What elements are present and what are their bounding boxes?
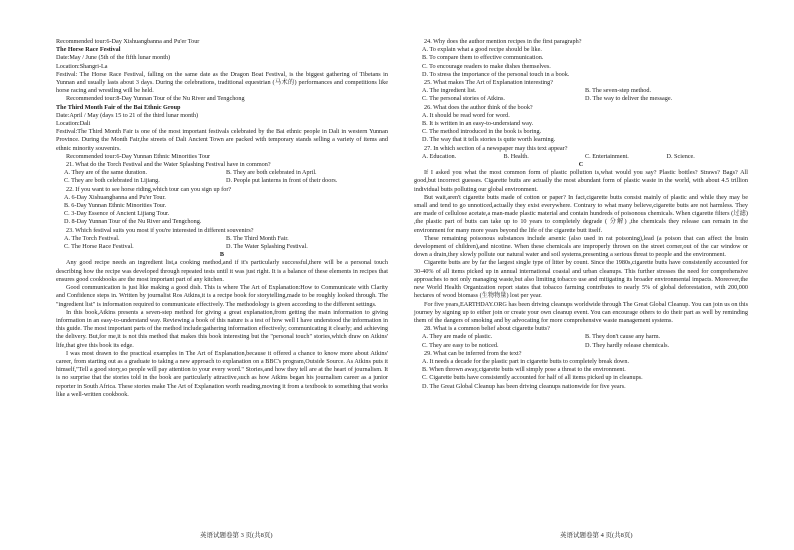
question-stem: 21. What do the Torch Festival and the Water Splashing Festival have in common?	[66, 161, 271, 169]
options-row	[414, 87, 748, 95]
options-row	[414, 333, 748, 341]
recommended-tour: Recommended tour:6-Day Xishuangbanna and Pu'er Tour	[56, 38, 200, 45]
option-a: A. 6-Day Xishuangbanna and Pu'er Tour.	[64, 193, 166, 201]
option-d: D. Science.	[666, 152, 695, 160]
option-a: A. They are made of plastic.	[422, 333, 493, 341]
option-b: B. When thrown away,cigarette butts will simply pose a threat to the environment.	[422, 366, 626, 374]
passage-paragraph: I was most drawn to the practical examples in The Art of Explanation,because it offered a chance to know more about Atkins' career, from starting out as a graduate to taking a new approach to explanation on a BBC's program,Outside Source. As Atkins puts it himself,"Tell a good story,so people will pay attention to your every word." Stories,and how they tell are at the heart of journalism. It is no surprise that the stories told in the book are particularly attractive,such as how Atkins began his journalism career as a junior reporter in South Africa. These stories make The Art of Explanation worth reading,moving it from a textbook to something that works like a well-written cookbook.	[56, 349, 388, 398]
option-c: C. They are both celebrated in Lijiang.	[64, 177, 160, 185]
page-footer-right: 英语试题卷第 4 页(共8页)	[560, 532, 633, 539]
options-row	[56, 169, 388, 177]
question-stem: 24. Why does the author mention recipes in the first paragraph?	[424, 38, 582, 45]
option-b: B. Health.	[503, 152, 529, 160]
option-b: B. The Third Month Fair.	[226, 234, 289, 242]
option-b: B. The seven-step method.	[585, 87, 652, 95]
option-b: B. 6-Day Yunnan Ethnic Minorities Tour.	[64, 202, 167, 210]
festival-title: The Third Month Fair of the Bai Ethnic Group	[56, 103, 181, 111]
option-c: C. Cigarette butts have consistently accounted for half of all items picked up in cleanups.	[422, 374, 643, 382]
option-b: B. They don't cause any harm.	[585, 333, 661, 341]
festival-body: Festival:The Third Month Fair is one of the most important festivals celebrated by the Bai ethnic people in Dali in western Yunnan Province. During the Month Fair,the streets of Dali Ancient Town are packed with temporary stands selling a variety of items and ethnic minority souvenirs.	[56, 128, 388, 152]
option-b: B. It is written in an easy-to-understand way.	[422, 120, 534, 128]
question-stem: 22. If you want to see horse riding,which tour can you sign up for?	[66, 185, 232, 193]
passage-paragraph: Any good recipe needs an ingredient list,a cooking method,and if it's particularly successful,there will be a personal touch describing how the recipe was developed through repeated tests until it was just right. It is a balance of these elements in recipes that ensures good cookbooks are the most important part of any kitchen.	[56, 259, 388, 283]
option-a: A. They are of the same duration.	[64, 169, 148, 177]
option-d: D. To stress the importance of the personal touch in a book.	[422, 70, 570, 78]
section-heading: C	[578, 161, 584, 169]
festival-date: Date:April / May (days 15 to 21 of the third lunar month)	[56, 111, 199, 119]
option-b: B. They are both celebrated in April.	[226, 169, 317, 177]
options-row	[414, 95, 748, 103]
question-stem: 23. Which festival suits you most if you're interested in different souvenirs?	[66, 226, 254, 234]
option-a: A. The Torch Festival.	[64, 234, 120, 242]
option-a: A. To explain what a good recipe should be like.	[422, 46, 542, 54]
option-a: A. It needs a decade for the plastic part in cigarette butts to completely break down.	[422, 357, 630, 365]
options-row	[56, 243, 388, 251]
option-a: A. Education.	[422, 152, 457, 160]
option-d: D. The way that it tells stories is quite worth learning.	[422, 136, 556, 144]
option-d: D. The Water Splashing Festival.	[226, 243, 308, 251]
options-row	[414, 342, 748, 350]
passage-paragraph: Good communication is just like making a good dish. This is where The Art of Explanation:How to Communicate with Clarity and Confidence steps in. Written by journalist Ros Atkins,it is a recipe book for storytelling,made to be roughly looked through. The "ingredient list" is information required to communicate effectively. The methodology is given according to the different settings.	[56, 284, 388, 308]
question-stem: 28. What is a common belief about cigarette butts?	[424, 325, 550, 333]
passage-paragraph: These remaining poisonous substances include arsenic (also used in rat poisoning),lead (a poison that can affect the brain development of children),and nicotine. When these chemicals are improperly thrown on the street corner,out of the car window or down a drain,they slowly pollute our natural water and soil systems,presenting a serious threat to people and the environment.	[414, 234, 748, 259]
options-row	[56, 235, 388, 243]
options-row	[414, 153, 748, 161]
options-row	[56, 177, 388, 185]
option-c: C. The Horse Race Festival.	[64, 243, 134, 251]
option-d: D. People put lanterns in front of their doors.	[226, 177, 338, 185]
question-stem: 29. What can be inferred from the text?	[424, 349, 522, 357]
question-stem: 25. What makes The Art of Explanation interesting?	[424, 79, 553, 87]
passage-paragraph: If I asked you what the most common form of plastic pollution is,what would you say? Plastic bottles? Straws? Bags? All good,but incorrect guesses. Cigarette butts are actually the most abundant form of plastic waste in the world, with about 4.5 trillion individual butts polluting our global environment.	[414, 169, 748, 193]
option-c: C. To encourage readers to make dishes themselves.	[422, 62, 551, 70]
option-c: C. The personal stories of Atkins.	[422, 95, 505, 103]
festival-body: Festival: The Horse Race Festival, falling on the same date as the Dragon Boat Festival, is the biggest gathering of Tibetans in Yunnan and usually lasts about 3 days. During the celebrations, traditional equestrian (马术的) performances and competitions like horse racing and wrestling will be held.	[56, 70, 388, 95]
option-c: C. 3-Day Essence of Ancient Lijiang Tour.	[64, 210, 170, 218]
option-a: A. It should be read word for word.	[422, 111, 510, 119]
festival-date: Date:May / June (5th of the fifth lunar month)	[56, 54, 171, 62]
festival-title: The Horse Race Festival	[56, 46, 121, 54]
option-b: B. To compare them to effective communication.	[422, 54, 544, 62]
passage-paragraph: For five years,EARTHDAY.ORG has been driving cleanups worldwide through The Great Global Cleanup. You can join us on this journey by signing up to either join or create your own cleanup event. You can encourage others to do their part as well by reminding them of the dangers of smoking and by advocating for more comprehensive waste management systems.	[414, 300, 748, 324]
option-d: D. 8-Day Yunnan Tour of the Nu River and Tengchong.	[64, 218, 202, 226]
option-d: D. The Great Global Cleanup has been driving cleanups nationwide for five years.	[422, 382, 626, 390]
option-a: A. The ingredient list.	[422, 87, 477, 95]
page-footer-left: 英语试题卷第 3 页(共8页)	[200, 532, 273, 539]
section-heading: B	[219, 251, 225, 259]
passage-paragraph: In this book,Atkins presents a seven-step method for giving a great explanation,from getting the main information to giving information in an easy-to-understand way. Reviewing a book of this nature is a test of how well I have understood the information in this guide. The most important parts of the method include:gathering information effectively; communicating it clearly; and achieving the delivery. But,for me,it is not this method that makes this book interesting but the "personal touch" stories,which draw on Atkins' life,that give this book its edge.	[56, 308, 388, 349]
option-d: D. The way to deliver the message.	[585, 95, 673, 103]
option-c: C. The method introduced in the book is boring.	[422, 128, 542, 136]
question-stem: 26. What does the author think of the book?	[424, 103, 533, 111]
option-c: C. Entertainment.	[585, 152, 629, 160]
recommended-tour: Recommended tour:8-Day Yunnan Tour of the Nu River and Tengchong	[66, 95, 245, 103]
passage-paragraph: But wait,aren't cigarette butts made of cotton or paper? In fact,cigarette butts consist mainly of plastic and while they may be small and tend to go unnoticed,actually they exist everywhere. Contrary to what many believe,cigarette butts are not harmless. They are made of cellulose acetate,a man-made plastic material and contain hundreds of poisonous chemicals. When cigarette filters (过滤) ,the plastic part of butts can take up to 10 years to completely degrade ( 分解) ,the chemicals they release can remain in the environment for many more years beyond the life of the cigarette butt itself.	[414, 193, 748, 234]
right-column	[414, 38, 748, 391]
recommended-tour: Recommended tour:6-Day Yunnan Ethnic Minorities Tour	[66, 152, 211, 160]
option-c: C. They are easy to be noticed.	[422, 341, 499, 349]
option-d: D. They hardly release chemicals.	[585, 341, 670, 349]
question-stem: 27. In which section of a newspaper may this text appear?	[424, 144, 568, 152]
passage-paragraph: Cigarette butts are by far the largest single type of litter by count. Since the 1980s,cigarette butts have consistently accounted for 30-40% of all items picked up in annual international coastal and urban cleanups. This further stresses the need for comprehensive approaches to not only managing waste,but also limiting tobacco use and mitigating its broader environmental impacts. Moreover,the new World Health Organization report states that tobacco farming contributes to nearly 5% of global deforestation, with 200,000 hectares of wood biomass (生物物量) lost per year.	[414, 259, 748, 300]
left-column	[56, 38, 388, 399]
festival-location: Location:Dali	[56, 120, 91, 128]
festival-location: Location:Shangri-La	[56, 62, 108, 70]
